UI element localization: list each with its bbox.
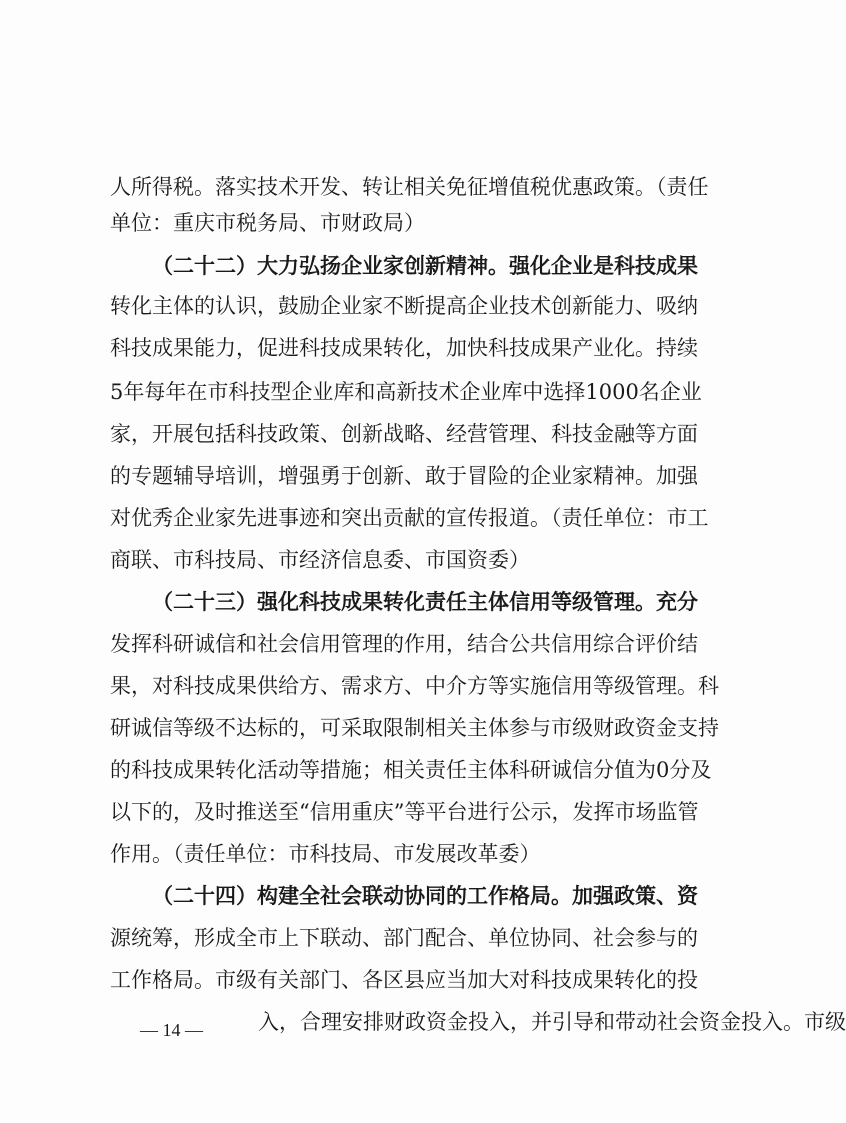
body-line: 工作格局。市级有关部门、各区县应当加大对科技成果转化的投 <box>110 968 698 992</box>
body-line: 转化主体的认识，鼓励企业家不断提高企业技术创新能力、吸纳 <box>110 294 698 318</box>
section-heading-22: （二十二）大力弘扬企业家创新精神。强化企业是科技成果 <box>152 253 698 278</box>
body-line: 商联、市科技局、市经济信息委、市国资委） <box>110 548 530 572</box>
body-line: 果，对科技成果供给方、需求方、中介方等实施信用等级管理。科 <box>110 674 719 698</box>
body-line: 人所得税。落实技术开发、转让相关免征增值税优惠政策。（责任 <box>110 175 709 199</box>
section-heading-24: （二十四）构建全社会联动协同的工作格局。加强政策、资 <box>152 883 698 908</box>
body-line: 对优秀企业家先进事迹和突出贡献的宣传报道。（责任单位：市工 <box>110 506 709 530</box>
body-line: 家，开展包括科技政策、创新战略、经营管理、科技金融等方面 <box>110 422 698 446</box>
body-line: 入，合理安排财政资金投入，并引导和带动社会资金投入。市级 <box>258 1010 846 1034</box>
body-line: 的专题辅导培训，增强勇于创新、敢于冒险的企业家精神。加强 <box>110 464 698 488</box>
body-line: 科技成果能力，促进科技成果转化，加快科技成果产业化。持续 <box>110 336 698 360</box>
page-number: — 14 — <box>140 1020 203 1040</box>
body-line: 源统筹，形成全市上下联动、部门配合、单位协同、社会参与的 <box>110 926 698 950</box>
body-line: 以下的，及时推送至“信用重庆”等平台进行公示，发挥市场监管 <box>110 800 699 824</box>
body-line: 5年每年在市科技型企业库和高新技术企业库中选择1000名企业 <box>110 380 702 404</box>
body-line: 作用。（责任单位：市科技局、市发展改革委） <box>110 842 541 866</box>
section-heading-23: （二十三）强化科技成果转化责任主体信用等级管理。充分 <box>152 589 698 614</box>
body-line: 单位：重庆市税务局、市财政局） <box>110 211 425 235</box>
body-line: 发挥科研诚信和社会信用管理的作用，结合公共信用综合评价结 <box>110 632 698 656</box>
body-line: 的科技成果转化活动等措施；相关责任主体科研诚信分值为0分及 <box>110 758 712 782</box>
body-line: 研诚信等级不达标的，可采取限制相关主体参与市级财政资金支持 <box>110 716 719 740</box>
